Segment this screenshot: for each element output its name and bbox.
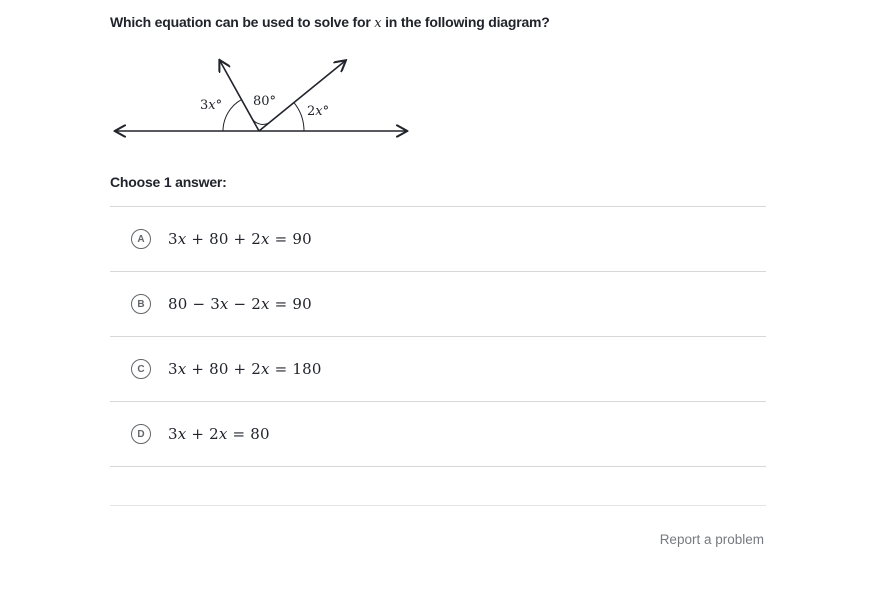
question-text-after: in the following diagram? <box>381 14 550 30</box>
choice-letter-d: D <box>131 424 151 444</box>
choice-c[interactable] <box>110 337 766 402</box>
choice-equation-a: 3𝑥 + 80 + 2𝑥 = 90 <box>168 230 312 248</box>
right-angle-arc <box>294 103 304 131</box>
left-angle-label: 3x° <box>200 98 223 113</box>
choice-letter-a: A <box>131 229 151 249</box>
report-problem-link[interactable]: Report a problem <box>659 532 764 547</box>
middle-angle-label: 80° <box>253 94 277 109</box>
footer-divider <box>110 505 766 506</box>
angle-diagram <box>108 52 418 152</box>
choice-equation-c: 3𝑥 + 80 + 2𝑥 = 180 <box>168 360 322 378</box>
choice-equation-d: 3𝑥 + 2𝑥 = 80 <box>168 425 270 443</box>
question-text <box>110 14 550 31</box>
choice-letter-b: B <box>131 294 151 314</box>
choose-prompt: Choose 1 answer: <box>110 174 227 190</box>
right-angle-label: 2x° <box>307 104 330 119</box>
question-variable: x <box>374 16 382 31</box>
question-text-before: Which equation can be used to solve for <box>110 14 375 30</box>
choice-d[interactable] <box>110 402 766 467</box>
choice-a[interactable] <box>110 207 766 272</box>
choice-b[interactable] <box>110 272 766 337</box>
choice-letter-c: C <box>131 359 151 379</box>
left-angle-arc <box>223 100 242 131</box>
answer-choices <box>110 206 766 467</box>
choice-equation-b: 80 − 3𝑥 − 2𝑥 = 90 <box>168 295 312 313</box>
